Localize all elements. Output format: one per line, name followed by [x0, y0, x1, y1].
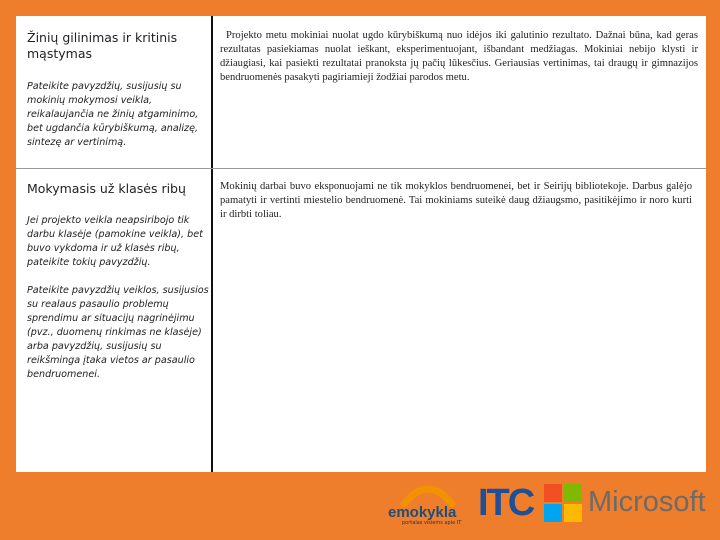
row1-prompt: Pateikite pavyzdžių, susijusių su mokinių mokymosi veikla, reikalaujančia ne žinių atgaminimo, bet ugdančia kūrybiškumą, analizę, sintezę ar vertinimą. — [27, 81, 199, 148]
emokykla-tagline: portalas visiems apie IT — [402, 520, 462, 526]
row2-prompt-1: Jei projekto veikla neapsiribojo tik darbu klasėje (pamokine veikla), bet buvo vykdoma ir už klasės ribų, pateikite tokių pavyzdžių. — [27, 215, 203, 268]
column-divider — [211, 16, 213, 472]
microsoft-wordmark: Microsoft — [588, 486, 706, 518]
row1-heading: Žinių gilinimas ir kritinis mąstymas — [27, 30, 178, 61]
footer-logos — [0, 478, 720, 540]
row2-prompt-2: Pateikite pavyzdžių veiklos, susijusios su realaus pasaulio problemų sprendimu ar situacijų nagrinėjimu (pvz., duomenų rinkimas ne klasėje) arba pavyzdžių, susijusių su reikšminga įtaka vietos ar pasaulio bendruomenei. — [27, 285, 209, 380]
row1-response: Projekto metu mokiniai nuolat ugdo kūrybiškumą nuo idėjos iki galutinio rezultato. Dažnai būna, kad geras rezultatas pasiekiamas nuolat ieškant, eksperimentuojant, išbandant medžiagas. Mokiniai nebijo klysti ir džiaugiasi, kai pasiekti rezultatai pranoksta jų pačių lūkesčius. Geriausias vertinimas, tai draugų ir gimnazijos bendruomenės pasakyti pagiriamieji žodžiai parodos metu. — [220, 30, 698, 83]
row2-heading: Mokymasis už klasės ribų — [27, 181, 186, 196]
microsoft-squares-icon — [544, 484, 582, 522]
row-divider — [16, 168, 706, 169]
emokykla-logo — [388, 480, 468, 530]
row2-response: Mokinių darbai buvo eksponuojami ne tik mokyklos bendruomenei, bet ir Seirijų bibliotekoje. Darbus galėjo pamatyti ir vertinti miestelio bendruomenė. Tai mokiniams suteikė daug džiaugsmo, pasitikėjimo ir noro kurti ir dirbti toliau. — [220, 181, 692, 220]
itc-logo: ITC — [478, 482, 534, 524]
emokykla-wordmark: emokykla — [388, 504, 457, 521]
